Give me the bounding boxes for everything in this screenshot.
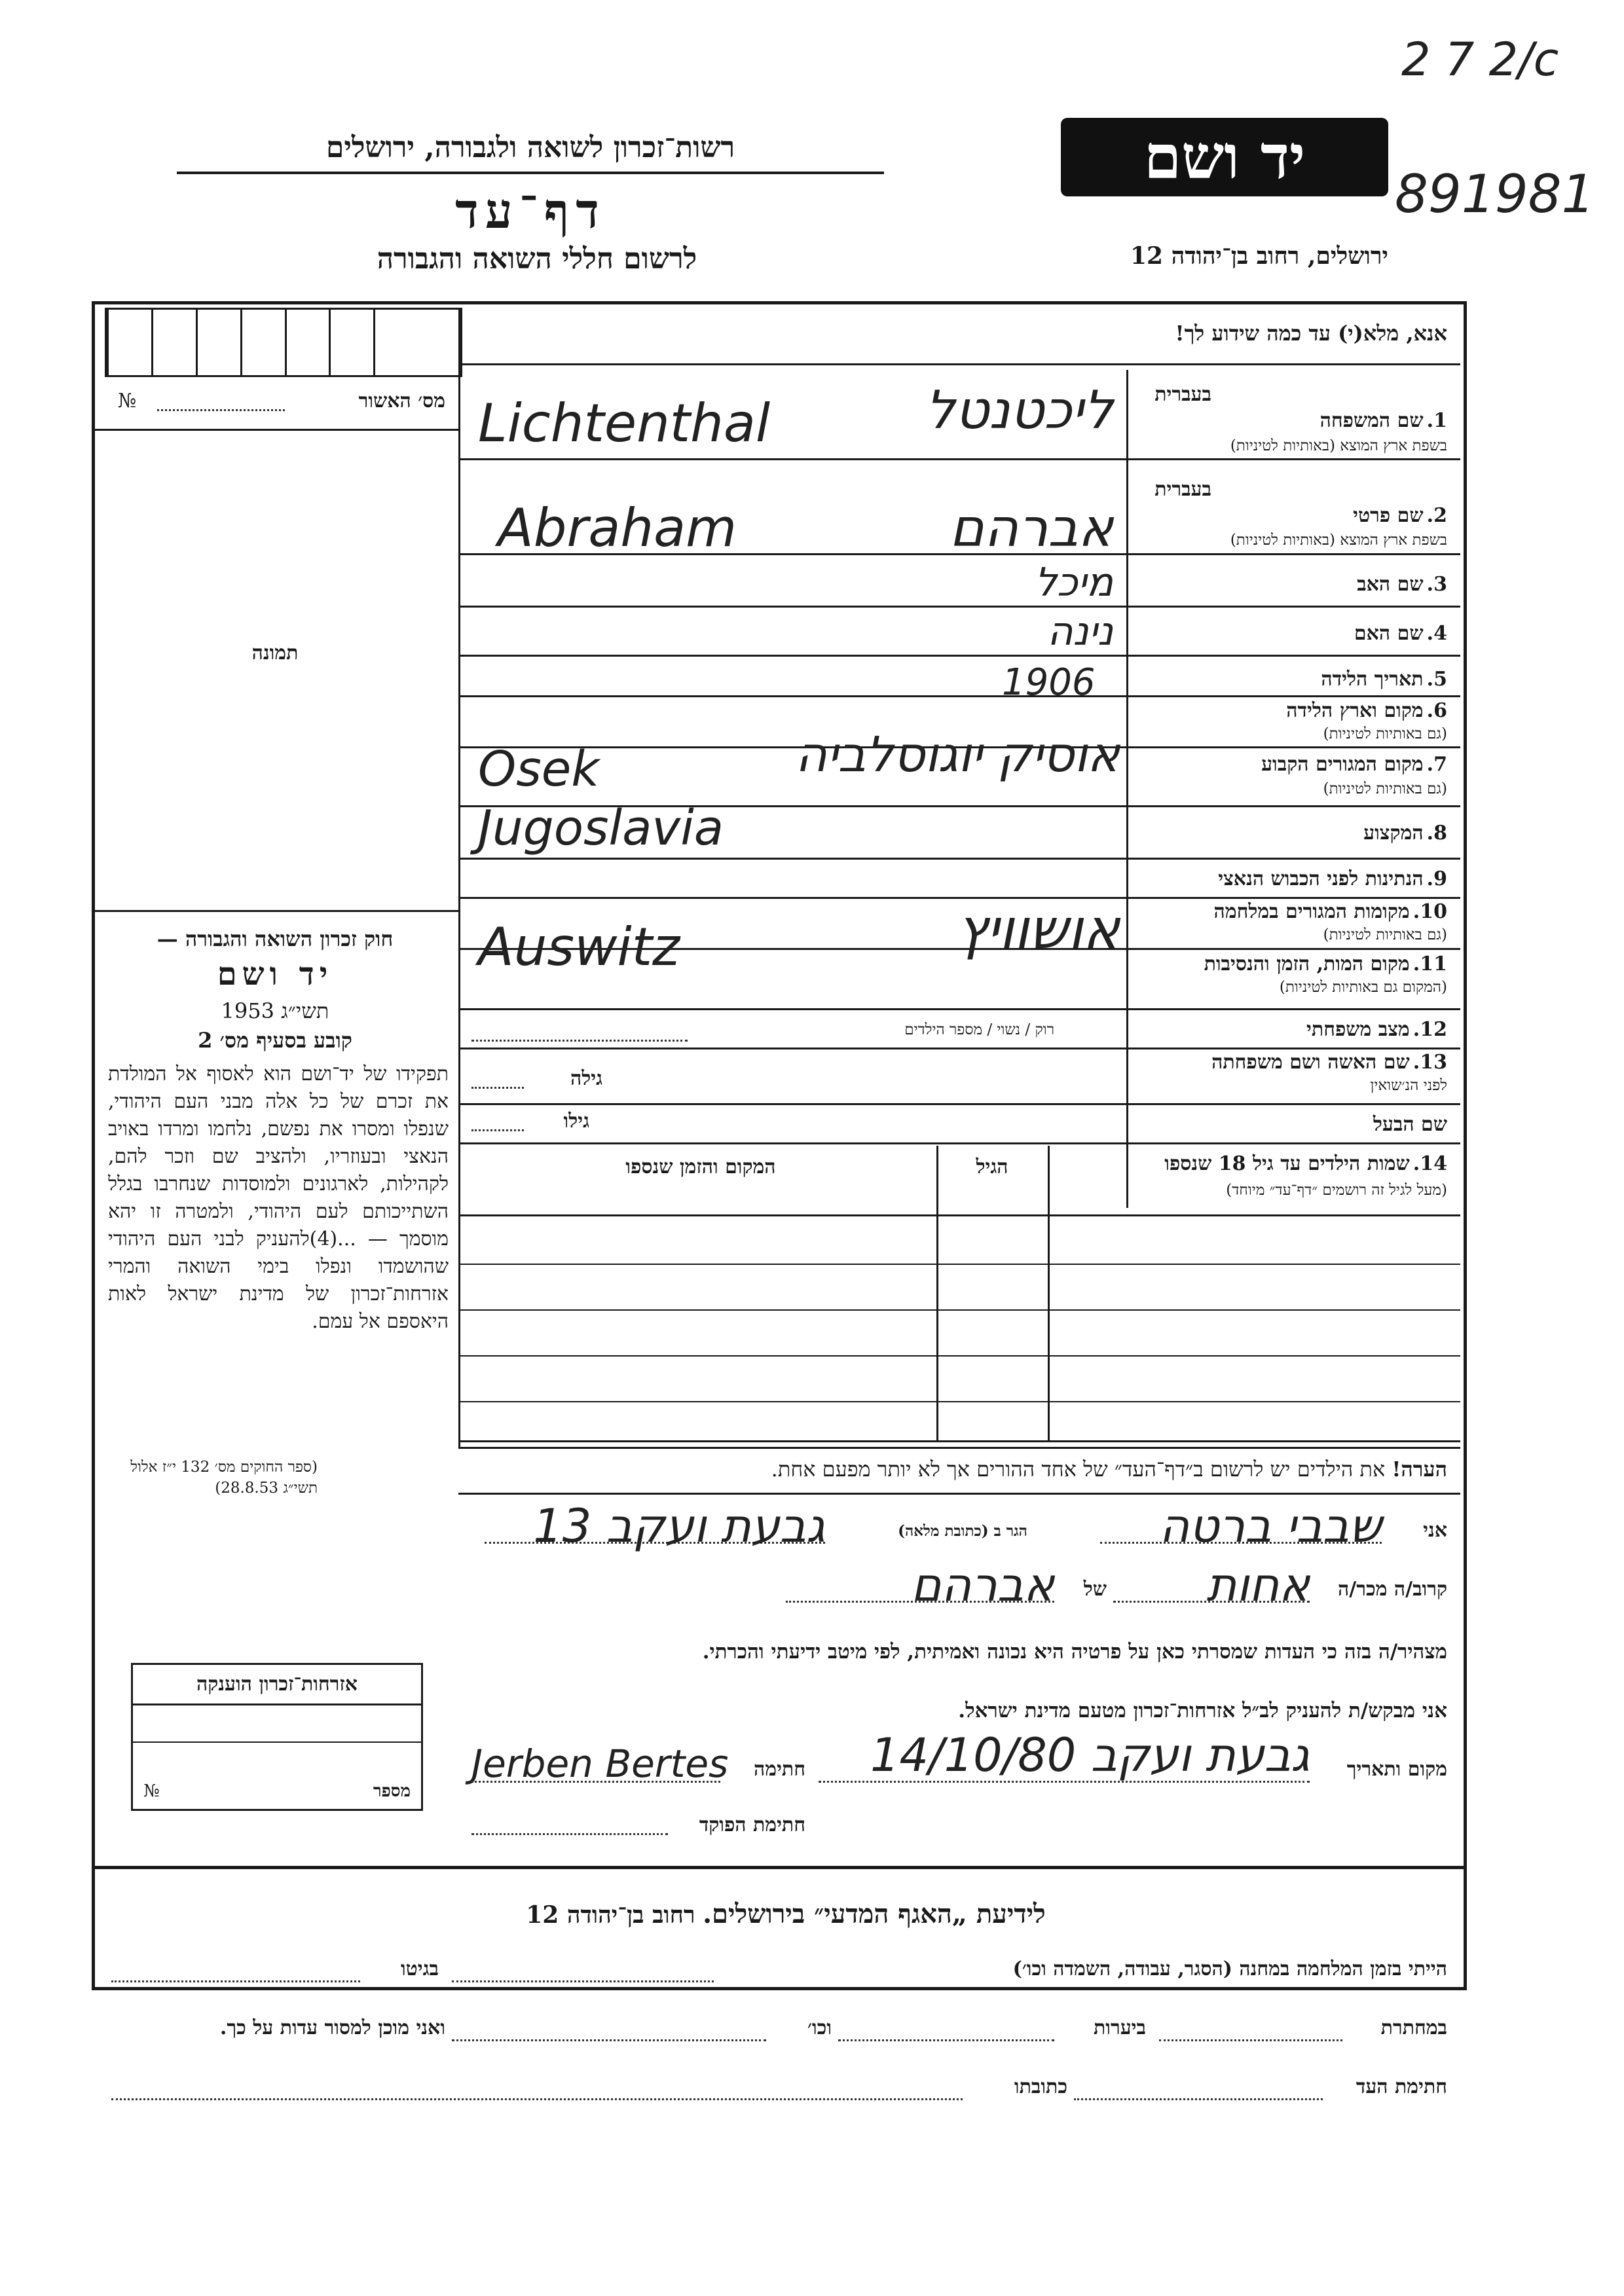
- bottom-title-row: [393, 1899, 1179, 1929]
- birth-date-value: 1906: [1002, 661, 1096, 704]
- bottom-address: רחוב בן־יהודה 12: [526, 1901, 695, 1929]
- approval-no-label: מס׳ האשור: [358, 390, 445, 412]
- field-10-sub: (גם באותיות לטיניות): [1323, 926, 1447, 943]
- residence-addr-label: הגר ב (כתובת מלאה): [898, 1522, 1027, 1540]
- field-1-name: שם המשפחה: [1320, 409, 1424, 432]
- field-3-name: שם האב: [1357, 573, 1424, 596]
- wife-age-field[interactable]: [471, 1087, 524, 1089]
- bottom-title: לידיעת „האגף המדעי״ בירושלים.: [703, 1899, 1046, 1929]
- field-13-sub: לפני הנ׳שואין: [1370, 1077, 1447, 1094]
- left-column-divider: [458, 308, 460, 1139]
- field-4-label: [1133, 622, 1447, 645]
- field-5-name: תאריך הלידה: [1321, 668, 1424, 691]
- yad-vashem-logo: יד ושם: [1061, 118, 1388, 196]
- note-text: את הילדים יש לרשום ב״דף־העד״ של אחד ההורים אך לא יותר מפעם אחת.: [771, 1457, 1386, 1482]
- instruction-divider: [458, 363, 1460, 365]
- children-row-4: [458, 1401, 1460, 1402]
- field-4-name: שם האם: [1354, 622, 1424, 645]
- field-7-num: 7.: [1426, 753, 1447, 776]
- mother-name-value: נינה: [1047, 609, 1113, 655]
- husband-age-label: גילו: [563, 1110, 589, 1133]
- children-count-field[interactable]: [471, 1040, 688, 1042]
- law-year: תשי״ג 1953: [221, 998, 329, 1023]
- family-name-hebrew: ליכטנטל: [925, 380, 1113, 441]
- wife-age-label: גילה: [570, 1067, 602, 1090]
- place-date-value: גבעת ועקב 14/10/80: [870, 1728, 1310, 1782]
- field-8-line: [458, 858, 1460, 860]
- citizenship-box-title: אזרחות־זכרון הוענקה: [133, 1665, 421, 1705]
- field-11-num: 11.: [1412, 953, 1447, 975]
- note-title: הערה!: [1392, 1457, 1447, 1482]
- field-1-label: [1133, 409, 1447, 432]
- place-date-label: מקום ותאריך: [1346, 1758, 1447, 1781]
- field-14-num: 14.: [1412, 1152, 1447, 1175]
- declaration-statement: מצהיר/ה בזה כי העדות שמסרתי כאן על פרטיה היא נכונה ואמיתית, לפי מיטב ידיעתי והכרתי.: [702, 1640, 1447, 1664]
- field-2-label: [1133, 504, 1447, 527]
- field-12-label: [1133, 1018, 1447, 1041]
- field-9-name: הנתינות לפני הכבוש הנאצי: [1218, 867, 1424, 890]
- field-8-num: 8.: [1426, 822, 1447, 845]
- field-6-name: מקום וארץ הלידה: [1286, 699, 1424, 722]
- approval-no-suffix: №: [118, 390, 137, 412]
- witness-signature-label: חתימת העד: [1356, 2075, 1447, 2098]
- children-age-header: הגיל: [976, 1156, 1008, 1178]
- field-11-sub: (המקום גם באותיות לטיניות): [1279, 979, 1447, 996]
- field-10-name: מקומות המגורים במלחמה: [1213, 900, 1410, 923]
- forests-field[interactable]: [838, 2039, 1054, 2041]
- form-title: דף־עד: [455, 183, 606, 240]
- residence-hebrew: אוסיק יוגוסלביה: [795, 727, 1120, 783]
- family-name-latin: Lichtenthal: [478, 393, 771, 454]
- law-body: תפקידו של יד־ושם הוא לאסוף אל המולדת את זכרם של כל אלה מבני העם היהודי, שנפלו ומסרו את נפשם, נלחמו ומרדו באויב הנאצי ובעוזריו, ולהציב שם וזכר להם, לקהילות, לארגונים ולמוסדות שנחרבו בגלל השתייכותם לעם היהודי, ולמטרה זו יהא מוסמך — ...(4)להעניק לבני העם היהודי שהושמדו ונפלו בימי השואה והמרי אזרחות־זכרון של מדינת ישראל לאות היאספם אל עמם.: [108, 1063, 449, 1333]
- law-title: חוק זכרון השואה והגבורה —: [157, 926, 394, 951]
- field-14-sub: (מעל לגיל זה רושמים ״דף־עד״ מיוחד): [1226, 1182, 1447, 1199]
- field-14-label: [1048, 1152, 1447, 1175]
- field-1-line: [458, 458, 1460, 460]
- field-12-options: רוק / נשוי / מספר הילדים: [904, 1021, 1054, 1038]
- field-7-name: מקום המגורים הקבוע: [1261, 753, 1424, 776]
- form-subtitle: לרשום חללי השואה והגבורה: [377, 242, 697, 276]
- law-clause: קובע בסעיף מס׳ 2: [198, 1028, 352, 1053]
- field-6-num: 6.: [1426, 699, 1447, 722]
- field-1-sub: בשפת ארץ המוצא (באותיות לטיניות): [1230, 437, 1447, 454]
- field-11-name: מקום המות, הזמן והנסיבות: [1204, 953, 1410, 975]
- citizenship-number-suffix: №: [143, 1781, 160, 1801]
- field-12-line: [458, 1048, 1460, 1049]
- relative-value: אחות: [1206, 1558, 1310, 1612]
- photo-label: תמונה: [251, 642, 299, 665]
- field-3-line: [458, 606, 1460, 608]
- approval-no-field[interactable]: [157, 409, 285, 411]
- field-5-num: 5.: [1426, 668, 1447, 691]
- approval-divider: [95, 429, 458, 431]
- relative-label: קרוב/ה מכר/ה: [1338, 1578, 1447, 1601]
- field-11-line: [458, 1008, 1460, 1010]
- residence-latin: Osek Jugoslavia: [478, 741, 724, 856]
- field-11-label: [1133, 953, 1447, 975]
- camp-field[interactable]: [452, 1980, 714, 1982]
- etc-label: וכו׳: [807, 2016, 832, 2039]
- file-number-mark: 891981: [1395, 164, 1595, 225]
- field-5-label: [1133, 668, 1447, 691]
- field-8-name: המקצוע: [1363, 822, 1424, 845]
- ready-text: ואני מוכן למסור עדות על כך.: [219, 2016, 445, 2039]
- declarant-value: שבבי ברטה: [1159, 1499, 1382, 1553]
- header-address: ירושלים, רחוב בן־יהודה 12: [1130, 242, 1388, 270]
- underground-field[interactable]: [1159, 2039, 1342, 2041]
- husband-label: שם הבעל: [1373, 1113, 1447, 1136]
- col-hebrew-header-2: בעברית: [1154, 478, 1211, 501]
- children-col-div-1: [1048, 1146, 1050, 1440]
- field-9-num: 9.: [1426, 867, 1447, 890]
- declarant-label: אני: [1423, 1519, 1447, 1542]
- officer-signature-label: חתימת הפוקד: [699, 1813, 805, 1836]
- field-5-line: [458, 695, 1460, 697]
- col-hebrew-header-1: בעברית: [1154, 383, 1211, 406]
- field-13-label: [1133, 1051, 1447, 1074]
- field-12-num: 12.: [1412, 1018, 1447, 1041]
- children-table-head: [458, 1214, 1460, 1216]
- husband-age-field[interactable]: [471, 1129, 524, 1131]
- note-top-line: [458, 1447, 1460, 1449]
- officer-signature-field[interactable]: [471, 1833, 668, 1835]
- field-6-label: [1133, 699, 1447, 722]
- witness-signature-field[interactable]: [1074, 2098, 1323, 2100]
- field-4-line: [458, 655, 1460, 657]
- children-row-3: [458, 1355, 1460, 1357]
- note-row: [465, 1457, 1447, 1482]
- children-table-bottom: [458, 1440, 1460, 1442]
- wartime-residence-hebrew: אושוויץ: [957, 897, 1120, 961]
- citizenship-request: אני מבקש/ת להעניק לב״ל אזרחות־זכרון מטעם מדינת ישראל.: [958, 1699, 1447, 1722]
- field-7-sub: (גם באותיות לטיניות): [1323, 780, 1447, 797]
- citizenship-box: [131, 1663, 423, 1811]
- bottom-section-divider: [92, 1866, 1464, 1869]
- note-bottom-line: [458, 1493, 1460, 1495]
- field-6-sub: (גם באותיות לטיניות): [1323, 725, 1447, 742]
- witness-address-field[interactable]: [111, 2098, 963, 2100]
- field-14-name: שמות הילדים עד גיל 18 שנספו: [1164, 1152, 1410, 1175]
- field-3-label: [1133, 573, 1447, 596]
- authority-underline: [177, 172, 884, 174]
- camp-text: הייתי בזמן המלחמה במחנה (הסגר, עבודה, השמדה וכו׳): [1012, 1958, 1447, 1980]
- id-number-grid: [105, 308, 462, 377]
- field-2-name: שם פרטי: [1353, 504, 1424, 527]
- of-value: אברהם: [911, 1558, 1054, 1612]
- field-2-sub: בשפת ארץ המוצא (באותיות לטיניות): [1230, 532, 1447, 549]
- children-row-2: [458, 1309, 1460, 1311]
- page-number-mark: 2 7 2/c: [1401, 33, 1559, 86]
- field-10-label: [1133, 900, 1447, 923]
- field-10-num: 10.: [1412, 900, 1447, 923]
- children-place-header: המקום והזמן שנספו: [625, 1156, 776, 1178]
- field-8-label: [1133, 822, 1447, 845]
- citizenship-number-label: מספר: [373, 1781, 411, 1801]
- etc-field[interactable]: [452, 2039, 766, 2041]
- instruction-text: אנא, מלא(י) עד כמה שידוע לך!: [1175, 321, 1447, 346]
- law-source: (ספר החוקים מס׳ 132 י״ז אלול תשי״ג 28.8.53): [130, 1459, 318, 1497]
- field-13-num: 13.: [1412, 1051, 1447, 1074]
- field-4-num: 4.: [1426, 622, 1447, 645]
- forests-label: ביערות: [1093, 2016, 1146, 2039]
- law-name: יד ושם: [217, 956, 333, 993]
- field-2-num: 2.: [1426, 504, 1447, 527]
- of-label: של: [1083, 1578, 1107, 1601]
- ghetto-field[interactable]: [111, 1980, 360, 1982]
- field-7-label: [1133, 753, 1447, 776]
- residence-addr-value: גבעת ועקב 13: [533, 1499, 825, 1553]
- field-3-num: 3.: [1426, 573, 1447, 596]
- field-13-line: [458, 1103, 1460, 1105]
- children-row-1: [458, 1264, 1460, 1265]
- given-name-hebrew: אברהם: [949, 498, 1113, 558]
- authority-title: רשות־זכרון לשואה ולגבורה, ירושלים: [325, 131, 735, 164]
- wartime-residence-latin: Auswitz: [478, 917, 680, 977]
- ghetto-label: בגיטו: [400, 1958, 439, 1980]
- field-12-name: מצב משפחתי: [1306, 1018, 1410, 1041]
- field-1-num: 1.: [1426, 409, 1447, 432]
- left-column-divider-2: [458, 1139, 460, 1447]
- label-column-divider: [1126, 370, 1128, 1208]
- photo-box-bottom: [95, 910, 458, 912]
- children-col-div-2: [936, 1146, 938, 1440]
- field-13-name: שם האשה ושם משפחתה: [1211, 1051, 1410, 1074]
- field-9-label: [1133, 867, 1447, 890]
- husband-line: [458, 1142, 1460, 1144]
- underground-label: במחתרת: [1380, 2016, 1447, 2039]
- signature-value: Jerben Bertes: [471, 1741, 729, 1786]
- signature-label: חתימה: [754, 1758, 805, 1781]
- witness-address-label: כתובתו: [1014, 2075, 1067, 2098]
- father-name-value: מיכל: [1035, 560, 1113, 606]
- given-name-latin: Abraham: [498, 498, 737, 558]
